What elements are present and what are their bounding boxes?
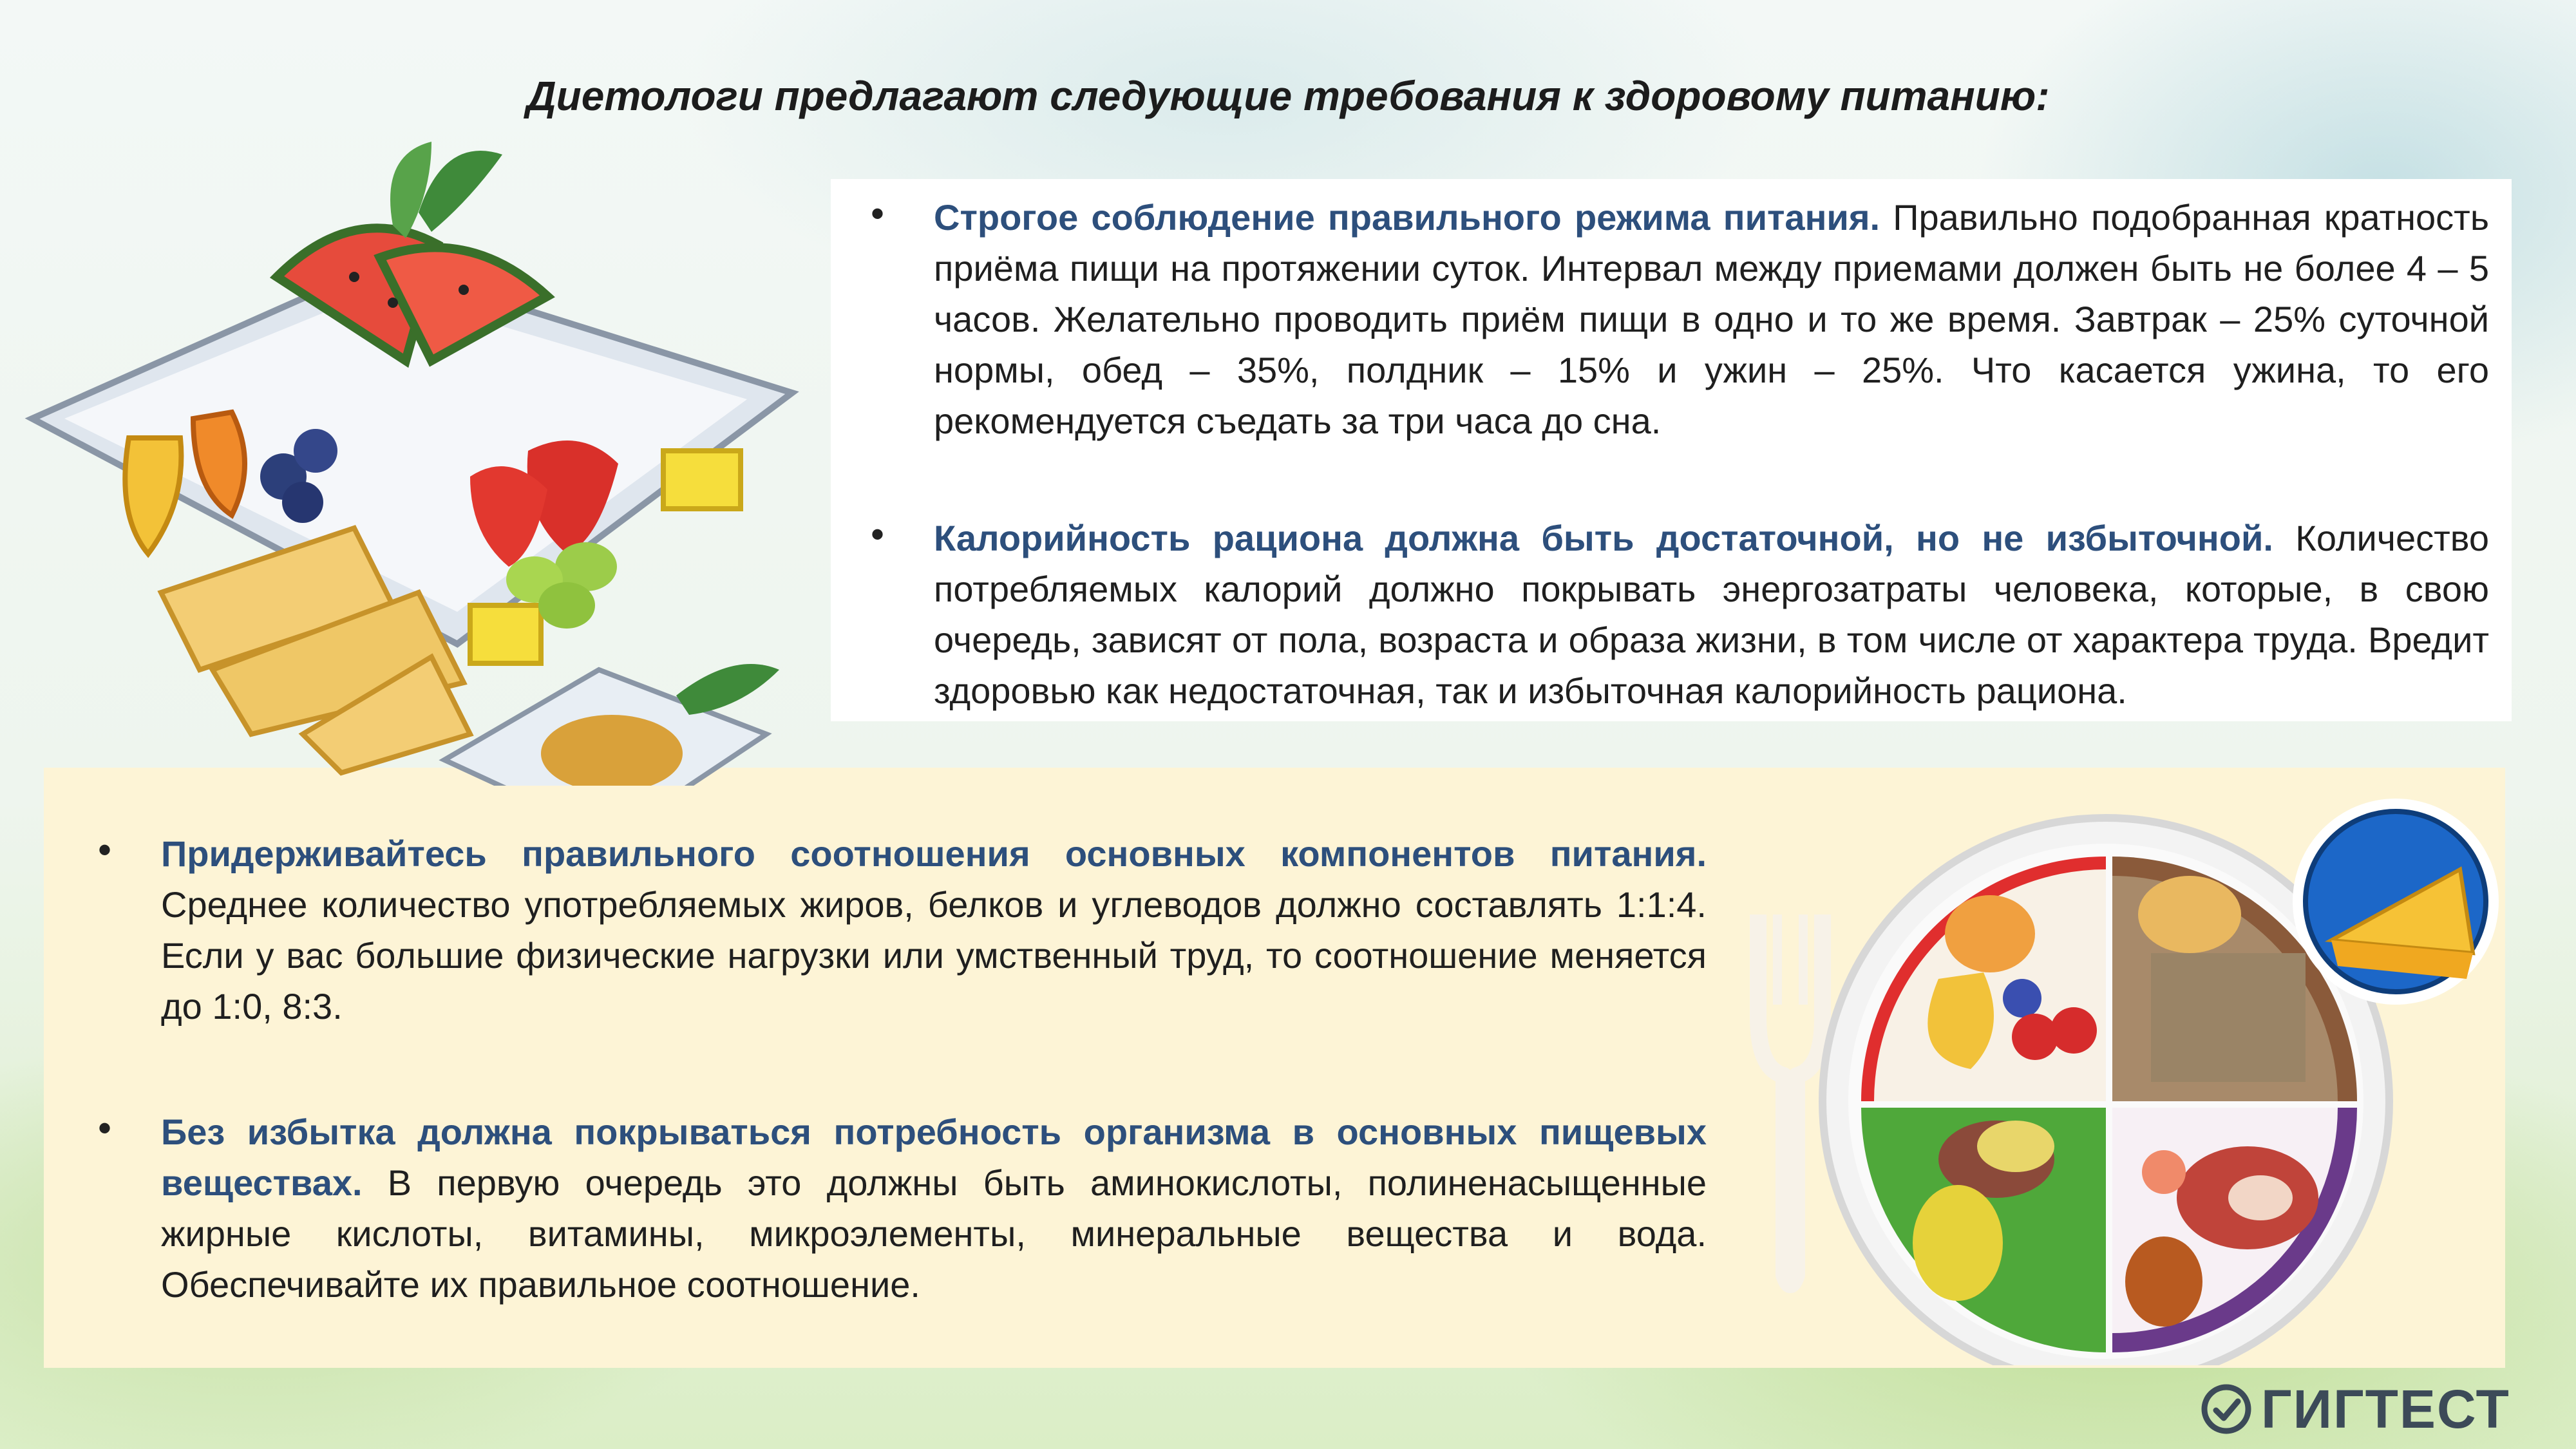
requirement-title: Придерживайтесь правильного соотношения основных компонентов питания. bbox=[161, 833, 1707, 874]
requirement-title: Строгое соблюдение правильного режима питания. bbox=[934, 197, 1880, 238]
requirement-text: Среднее количество употребляемых жиров, белков и углеводов должно составлять 1:1:4. Если у вас большие физические нагрузки или умственный труд, то соотношение меняется до 1:0, 8:3. bbox=[161, 884, 1707, 1027]
food-plate-illustration bbox=[1713, 786, 2512, 1365]
requirement-title: Калорийность рациона должна быть достаточной, но не избыточной. bbox=[934, 518, 2273, 558]
requirement-text: Правильно подобранная кратность приёма пищи на протяжении суток. Интервал между приемами должен быть не более 4 – 5 часов. Желательно проводить приём пищи в одно и то же время. Завтрак – 25% суточной нормы, обед – 35%, полдник – 15% и ужин – 25%. Что касается ужина, то его рекомендуется съедать за три часа до сна. bbox=[934, 197, 2490, 441]
requirement-item-1 bbox=[871, 192, 2490, 446]
check-circle-icon bbox=[2199, 1382, 2253, 1436]
requirement-title: Без избытка должна покрываться потребность организма в основных пищевых веществах. bbox=[161, 1112, 1707, 1203]
bullet-dot-icon: • bbox=[98, 1106, 112, 1150]
page-title: Диетологи предлагают следующие требования к здоровому питанию: bbox=[526, 73, 2050, 119]
requirement-text: Количество потребляемых калорий должно покрывать энергозатраты человека, которые, в свою очередь, зависят от пола, возраста и образа жизни, в том числе от характера труда. Вредит здоровью как недостаточная, так и избыточная калорийность рациона. bbox=[934, 518, 2489, 711]
requirement-item-2 bbox=[871, 513, 2489, 716]
bullet-dot-icon: • bbox=[871, 192, 885, 235]
bullet-dot-icon: • bbox=[871, 513, 885, 556]
brand-name: ГИГТЕСТ bbox=[2261, 1378, 2510, 1439]
requirement-text: В первую очередь это должны быть аминокислоты, полиненасыщенные жирные кислоты, витамины, микроэлементы, минеральные вещества и вода. Обеспечивайте их правильное соотношение. bbox=[161, 1162, 1707, 1305]
brand-logo bbox=[2199, 1377, 2510, 1441]
bullet-dot-icon: • bbox=[98, 828, 112, 871]
requirement-item-4 bbox=[98, 1106, 1707, 1310]
fruit-plate-illustration bbox=[19, 116, 811, 786]
requirement-item-3 bbox=[98, 828, 1707, 1032]
